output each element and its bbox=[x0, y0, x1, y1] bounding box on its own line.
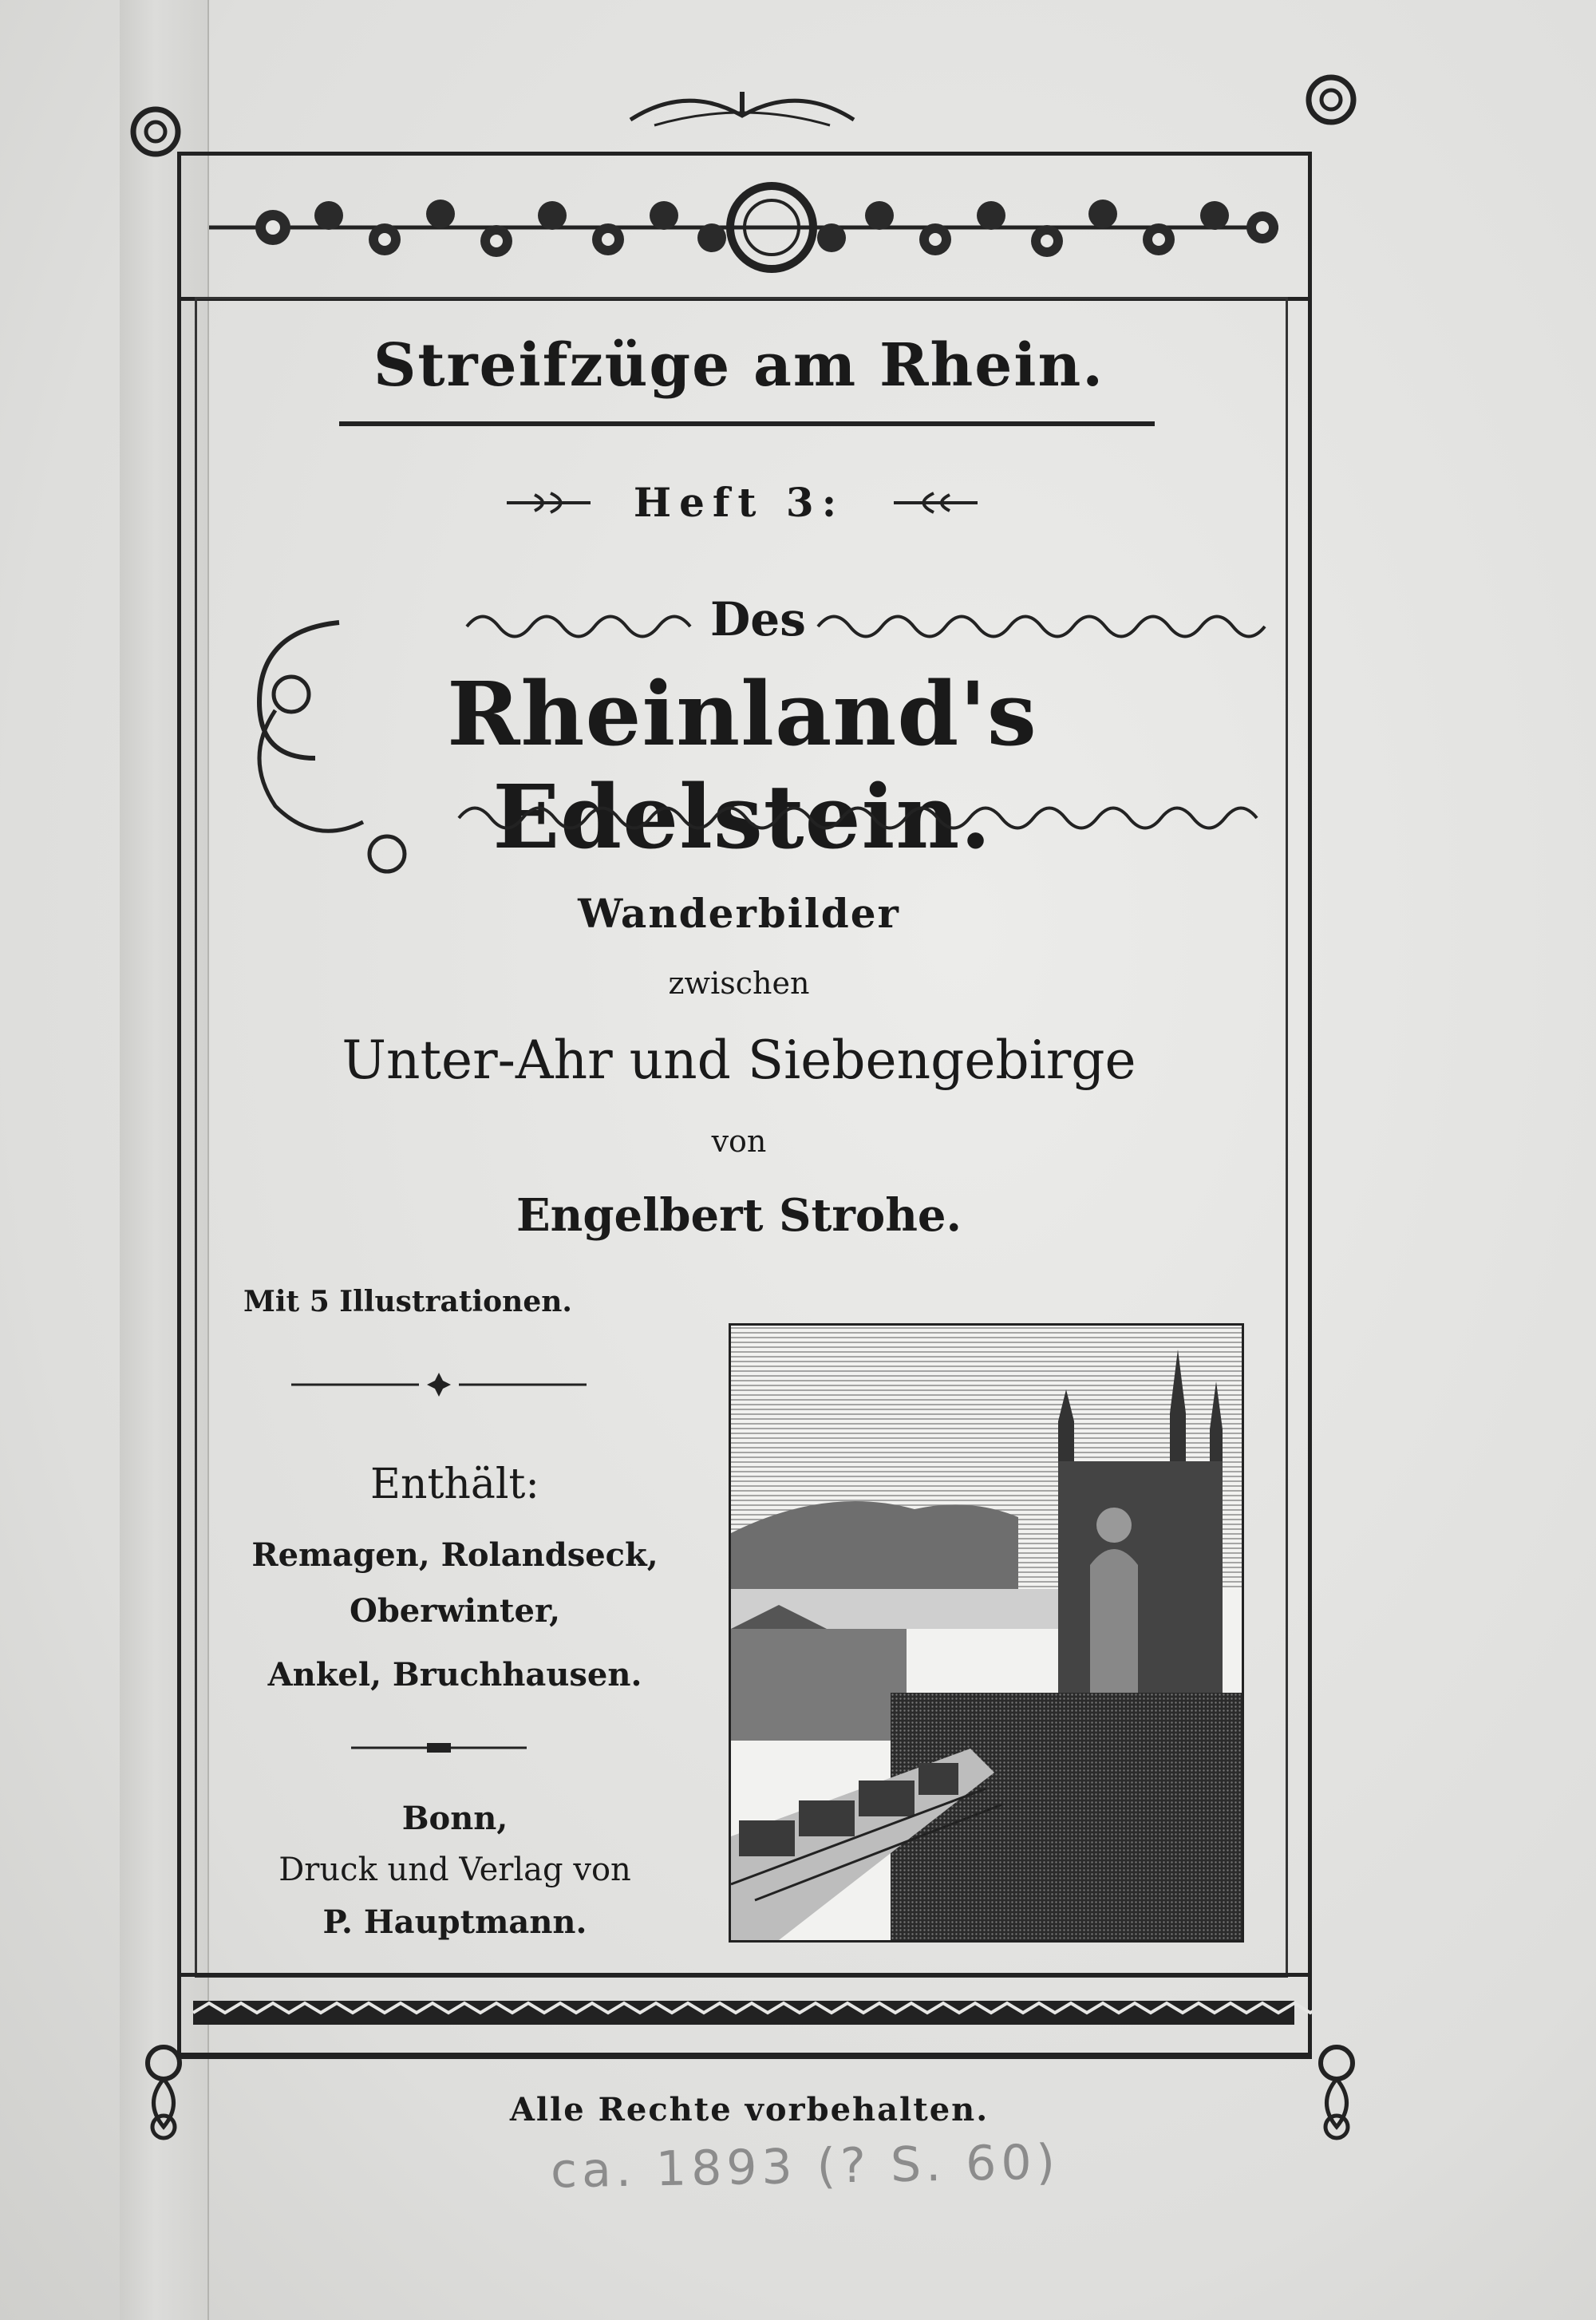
issue-label: Heft 3: bbox=[633, 479, 845, 526]
article-des: Des bbox=[710, 592, 806, 646]
contents-heading: Enthält: bbox=[370, 1460, 539, 1508]
scroll-chain-upper-left bbox=[463, 607, 702, 646]
engraving-scene bbox=[731, 1326, 1242, 1940]
scroll-chain-upper-right bbox=[814, 607, 1269, 646]
main-title: Rheinland's Edelstein. bbox=[447, 662, 1037, 868]
corner-scroll-top-left bbox=[124, 100, 188, 164]
scroll-chain-lower bbox=[455, 798, 1269, 838]
contents-line-3: Ankel, Bruchhausen. bbox=[267, 1656, 642, 1694]
top-ornament-band bbox=[177, 152, 1312, 301]
contents-line-2: Oberwinter, bbox=[349, 1592, 561, 1630]
corner-scroll-top-right bbox=[1299, 68, 1363, 132]
subtitle-locations: Unter-Ahr und Siebengebirge bbox=[342, 1030, 1136, 1091]
illustrations-note: Mit 5 Illustrationen. bbox=[243, 1285, 572, 1318]
author-name: Engelbert Strohe. bbox=[516, 1189, 962, 1242]
dash-divider bbox=[347, 1736, 531, 1760]
star-divider bbox=[287, 1369, 591, 1401]
bottom-ornament-band bbox=[177, 1973, 1312, 2057]
rights-notice: Alle Rechte vorbehalten. bbox=[509, 2091, 990, 2128]
series-title: Streifzüge am Rhein. bbox=[373, 331, 1105, 400]
subtitle-von: von bbox=[711, 1124, 767, 1159]
publisher-city: Bonn, bbox=[401, 1800, 508, 1837]
title-underline bbox=[339, 421, 1155, 426]
contents-line-1: Remagen, Rolandseck, bbox=[251, 1536, 658, 1574]
subtitle-zwischen: zwischen bbox=[668, 966, 810, 1001]
engraving-cathedral-illustration bbox=[729, 1323, 1244, 1943]
heft-ornament-right bbox=[886, 487, 982, 519]
oak-leaf-garland-ornament bbox=[177, 152, 1312, 297]
publisher-name: P. Hauptmann. bbox=[322, 1903, 587, 1941]
zigzag-border-ornament bbox=[177, 1977, 1312, 2053]
subtitle-wanderbilder: Wanderbilder bbox=[578, 890, 900, 937]
top-center-flourish bbox=[622, 76, 862, 140]
pencil-annotation: ca. 1893 (? S. 60) bbox=[550, 2134, 1061, 2199]
publisher-line: Druck und Verlag von bbox=[279, 1852, 631, 1888]
